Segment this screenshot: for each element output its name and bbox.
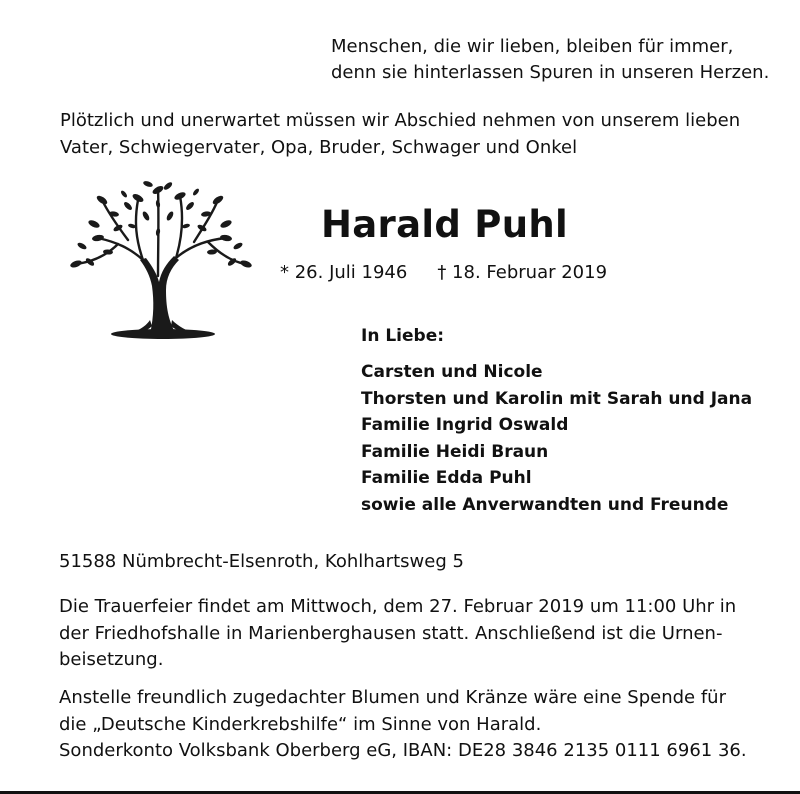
deceased-name: Harald Puhl [321, 203, 568, 246]
mourner-entry: Familie Heidi Braun [361, 441, 549, 462]
mourners-list [361, 359, 752, 519]
death-date: † 18. Februar 2019 [437, 262, 608, 283]
mourner-entry: Thorsten und Karolin mit Sarah und Jana [361, 388, 753, 409]
ceremony-line-3: beisetzung. [59, 649, 164, 670]
ceremony-line-2: der Friedhofshalle in Marienberghausen statt. Anschließend ist die Urnen- [59, 622, 723, 644]
birth-date: * 26. Juli 1946 [280, 262, 408, 283]
mourner-entry: Familie Ingrid Oswald [361, 415, 569, 436]
mourner-entry: sowie alle Anverwandten und Freunde [361, 494, 729, 515]
intro-text [60, 107, 740, 161]
intro-line-1: Plötzlich und unerwartet müssen wir Abschied nehmen von unserem lieben [60, 110, 741, 131]
donation-line-2: die „Deutsche Kinderkrebshilfe“ im Sinne von Harald. [59, 713, 542, 735]
intro-line-2: Vater, Schwiegervater, Opa, Bruder, Schwager und Onkel [60, 137, 578, 158]
donation-info [59, 685, 747, 765]
life-dates [280, 262, 607, 283]
poem-line-2: denn sie hinterlassen Spuren in unseren Herzen. [331, 62, 770, 83]
poem-line-1: Menschen, die wir lieben, bleiben für immer, [331, 36, 734, 57]
mourner-entry: Carsten und Nicole [361, 362, 543, 382]
ceremony-line-1: Die Trauerfeier findet am Mittwoch, dem 27. Februar 2019 um 11:00 Uhr in [59, 596, 737, 617]
mourner-entry: Familie Edda Puhl [361, 468, 532, 489]
mourners-label: In Liebe: [361, 326, 445, 346]
memorial-poem [331, 34, 769, 86]
donation-line-1: Anstelle freundlich zugedachter Blumen und Kränze wäre eine Spende für [59, 687, 726, 708]
tree-icon [58, 176, 254, 342]
ceremony-info [59, 594, 736, 674]
donation-line-3: Sonderkonto Volksbank Oberberg eG, IBAN: DE28 3846 2135 0111 6961 36. [59, 740, 747, 761]
family-address: 51588 Nümbrecht-Elsenroth, Kohlhartsweg 5 [59, 551, 464, 572]
